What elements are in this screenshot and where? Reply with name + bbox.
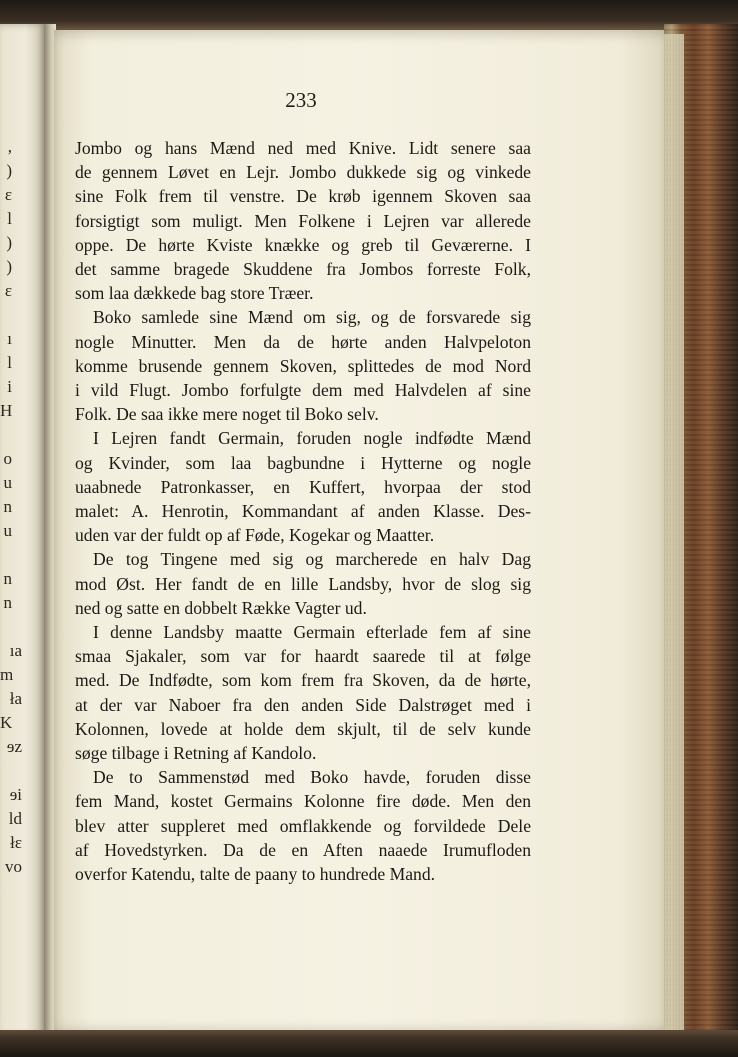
facing-page-text-fragment: ɛ (4, 281, 12, 300)
text-line: som laa dækkede bag store Træer. (75, 283, 314, 304)
facing-page-text-fragment: ɘi (9, 785, 22, 804)
text-line: smaa Sjakaler, som var for haardt saarede til at følge (75, 646, 531, 667)
text-line: de gennem Løvet en Lejr. Jombo dukkede sig og vinkede (75, 162, 531, 183)
text-line: uden var der fuldt op af Føde, Kogekar og Maatter. (75, 525, 435, 546)
text-line: nogle Minutter. Men da de hørte anden Halvpeloton (75, 331, 531, 352)
text-line: Kolonnen, lovede at holde dem skjult, til de selv kunde (75, 718, 531, 739)
facing-page-text-fragment: ) (6, 161, 12, 180)
facing-page-text-fragment: l (7, 209, 12, 228)
facing-page-text-fragment: vo (5, 857, 22, 876)
page-block-edge (664, 34, 684, 1034)
facing-page-text-fragment: ı (7, 329, 12, 348)
facing-page-text-fragment: łɛ (10, 833, 22, 852)
text-line: ned og satte en dobbelt Række Vagter ud. (75, 597, 367, 618)
facing-page-text-fragment: i (7, 377, 12, 396)
text-line: Jombo og hans Mænd ned med Knive. Lidt senere saa (75, 138, 531, 158)
text-line: Folk. De saa ikke mere noget til Boko selv. (75, 404, 379, 425)
text-line: i vild Flugt. Jombo forfulgte dem med Halvdelen af sine (75, 380, 531, 401)
facing-page-text-fragment: n (3, 569, 12, 588)
top-page-edge (0, 0, 738, 30)
text-line: mod Øst. Her fandt de en lille Landsby, hvor de slog sig (75, 573, 531, 594)
facing-page-text-fragment: n (3, 497, 12, 516)
text-line: De tog Tingene med sig og marcherede en halv Dag (93, 549, 531, 570)
text-line: søge tilbage i Retning af Kandolo. (75, 743, 317, 764)
text-line: det samme bragede Skuddene fra Jombos forreste Folk, (75, 259, 531, 280)
text-line: fem Mand, kostet Germains Kolonne fire døde. Men den (75, 791, 531, 812)
facing-page-text-fragment: ld (8, 809, 22, 828)
text-line: at der var Naboer fra den anden Side Dalstrøget med i (75, 694, 531, 715)
facing-page-text-fragment: , (7, 137, 12, 156)
facing-page (0, 24, 46, 1036)
text-line: med. De Indfødte, som kom frem fra Skoven, da de hørte, (75, 670, 531, 691)
text-line: overfor Katendu, talte de paany to hundrede Mand. (75, 864, 436, 885)
bottom-page-edge (0, 1030, 738, 1057)
text-line: De to Sammenstød med Boko havde, foruden disse (93, 767, 531, 788)
facing-page-text-fragment: o (3, 449, 12, 468)
text-line: uaabnede Patronkasser, en Kuffert, hvorpaa der stod (75, 476, 531, 497)
text-line: oppe. De hørte Kviste knække og greb til Geværerne. I (75, 234, 531, 255)
text-line: sine Folk frem til venstre. De krøb igennem Skoven saa (75, 186, 531, 207)
text-line: malet: A. Henrotin, Kommandant af anden Klasse. Des- (75, 501, 531, 522)
text-line: blev atter suppleret med omflakkende og forvildede Dele (75, 815, 531, 836)
text-line: og Kvinder, som laa bagbundne i Hytterne og nogle (75, 452, 531, 473)
facing-page-text-fragment: u (3, 521, 12, 540)
text-line: komme brusende gennem Skoven, splittedes de mod Nord (75, 355, 531, 376)
page-number: 233 (285, 88, 317, 112)
facing-page-text-fragment: H (0, 401, 13, 420)
facing-page-text-fragment: u (3, 473, 12, 492)
facing-page-text-fragment: K (0, 713, 13, 732)
facing-page-text-fragment: ıa (9, 641, 22, 660)
facing-page-text-fragment: ɘz (6, 737, 22, 756)
text-line: af Hovedstyrken. Da de en Aften naaede Irumufloden (75, 839, 531, 860)
text-line: forsigtigt som muligt. Men Folkene i Lejren var allerede (75, 210, 531, 231)
text-line: I denne Landsby maatte Germain efterlade fem af sine (93, 622, 531, 643)
text-line: I Lejren fandt Germain, foruden nogle indfødte Mænd (93, 428, 531, 449)
facing-page-text-fragment: n (3, 593, 12, 612)
book-page (54, 30, 668, 1034)
facing-page-text-fragment: ła (9, 689, 22, 708)
text-line: Boko samlede sine Mænd om sig, og de forsvarede sig (93, 307, 531, 328)
facing-page-text-fragment: ɛ (4, 185, 12, 204)
facing-page-text-fragment: l (7, 353, 12, 372)
page-body-text (75, 136, 531, 886)
facing-page-text-fragment: m (0, 665, 14, 684)
facing-page-text-fragment: ) (6, 257, 12, 276)
facing-page-text-fragment: ) (6, 233, 12, 252)
